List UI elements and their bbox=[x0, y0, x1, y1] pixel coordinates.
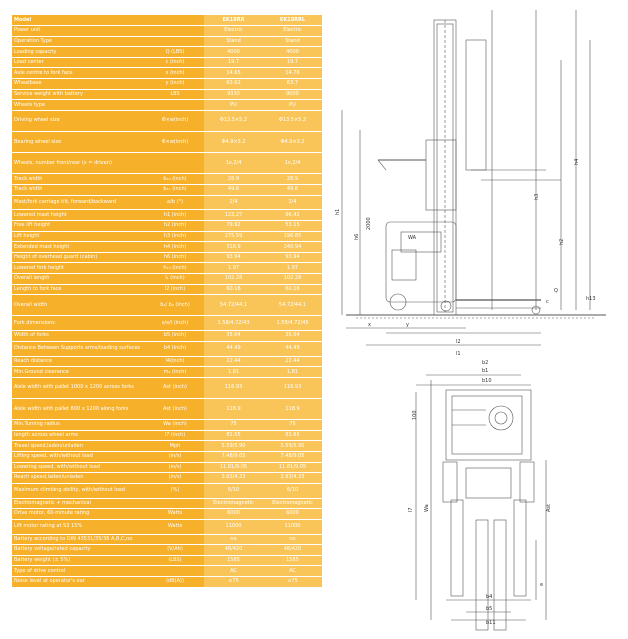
table-row bbox=[12, 483, 322, 498]
table-row bbox=[12, 534, 322, 545]
spec-label: Lift height bbox=[12, 231, 146, 242]
spec-value-ek18rrl: 102.28 bbox=[263, 273, 322, 284]
spec-label: Axle centre to fork face bbox=[12, 68, 146, 79]
table-row bbox=[12, 252, 322, 263]
table-row bbox=[12, 473, 322, 484]
table-row bbox=[12, 356, 322, 367]
spec-value-ek18rrl: 7.48/9.05 bbox=[263, 451, 322, 462]
spec-unit bbox=[146, 534, 204, 545]
table-row bbox=[12, 555, 322, 566]
svg-text:x: x bbox=[368, 322, 371, 328]
table-row bbox=[12, 174, 322, 185]
spec-label: Battery according to DIN 43531/35/36 A,B,C,no bbox=[12, 534, 146, 545]
spec-value-ek18rrl: 6/10 bbox=[263, 483, 322, 498]
spec-unit: (V/Ah) bbox=[146, 545, 204, 556]
spec-unit: b₁₁ (inch) bbox=[146, 185, 204, 196]
spec-value-ek18rr: 19.7 bbox=[204, 57, 263, 68]
spec-value-ek18rrl: 1.58/4.72/45 bbox=[263, 316, 322, 331]
spec-label: Overall length bbox=[12, 273, 146, 284]
spec-value-ek18rr: 118.9 bbox=[204, 398, 263, 419]
spec-unit: Ast (inch) bbox=[146, 377, 204, 398]
table-row bbox=[12, 195, 322, 210]
table-row bbox=[12, 273, 322, 284]
svg-text:h1: h1 bbox=[335, 208, 341, 215]
spec-value-ek18rr: 102.28 bbox=[204, 273, 263, 284]
svg-text:2000: 2000 bbox=[366, 217, 372, 230]
table-row bbox=[12, 242, 322, 253]
spec-unit: l4(inch) bbox=[146, 356, 204, 367]
spec-value-ek18rr: 123.27 bbox=[204, 210, 263, 221]
spec-label: Wheels type bbox=[12, 100, 146, 111]
spec-label: Width of forks bbox=[12, 331, 146, 342]
table-row bbox=[12, 36, 322, 47]
spec-value-ek18rrl: EK18RRL bbox=[263, 15, 322, 26]
spec-value-ek18rrl: 53.15 bbox=[263, 221, 322, 232]
spec-label: Height of overhead guard (cabin) bbox=[12, 252, 146, 263]
table-row bbox=[12, 566, 322, 577]
spec-value-ek18rrl: 240.94 bbox=[263, 242, 322, 253]
spec-value-ek18rrl: 54.72/44.1 bbox=[263, 295, 322, 316]
table-row bbox=[12, 341, 322, 356]
spec-unit bbox=[146, 15, 204, 26]
spec-value-ek18rrl: 22.44 bbox=[263, 356, 322, 367]
spec-value-ek18rr: 9330 bbox=[204, 89, 263, 100]
spec-label: Operation Type bbox=[12, 36, 146, 47]
spec-label: Overall width bbox=[12, 295, 146, 316]
spec-label: Maximum climbing ability, with/without load bbox=[12, 483, 146, 498]
table-row bbox=[12, 367, 322, 378]
svg-text:h6: h6 bbox=[354, 233, 360, 240]
svg-text:l2: l2 bbox=[456, 339, 461, 345]
spec-unit: Mph bbox=[146, 441, 204, 452]
spec-value-ek18rr: 14.65 bbox=[204, 68, 263, 79]
spec-value-ek18rr: 48/420 bbox=[204, 545, 263, 556]
table-row bbox=[12, 185, 322, 196]
top-view-drawing bbox=[408, 360, 552, 630]
table-row bbox=[12, 210, 322, 221]
spec-unit: Φ×w(inch) bbox=[146, 132, 204, 153]
spec-unit bbox=[146, 153, 204, 174]
spec-value-ek18rrl: 3.93/4.33 bbox=[263, 473, 322, 484]
spec-unit: a/b (°) bbox=[146, 195, 204, 210]
spec-unit: h2 (inch) bbox=[146, 221, 204, 232]
spec-label: Wheels, number front/rear (x = driven) bbox=[12, 153, 146, 174]
spec-value-ek18rrl: 44.49 bbox=[263, 341, 322, 356]
svg-text:Ast: Ast bbox=[546, 504, 552, 512]
spec-value-ek18rr: 2/4 bbox=[204, 195, 263, 210]
spec-unit: h3 (inch) bbox=[146, 231, 204, 242]
spec-value-ek18rrl: no bbox=[263, 534, 322, 545]
spec-value-ek18rr: AC bbox=[204, 566, 263, 577]
spec-value-ek18rr: 6/10 bbox=[204, 483, 263, 498]
spec-value-ek18rr: 28.9 bbox=[204, 174, 263, 185]
spec-value-ek18rr: ≤75 bbox=[204, 576, 263, 587]
spec-value-ek18rr: 11000 bbox=[204, 519, 263, 534]
spec-unit: (%) bbox=[146, 483, 204, 498]
spec-value-ek18rrl: 93.94 bbox=[263, 252, 322, 263]
spec-label: Aisle width with pallet 800 x 1200 along forks bbox=[12, 398, 146, 419]
table-row bbox=[12, 79, 322, 90]
svg-text:Q: Q bbox=[554, 288, 558, 294]
spec-value-ek18rrl: Electromagnetic bbox=[263, 498, 322, 509]
spec-label: Free lift height bbox=[12, 221, 146, 232]
spec-unit: Watts bbox=[146, 519, 204, 534]
spec-label: Track width bbox=[12, 174, 146, 185]
spec-value-ek18rrl: 1585 bbox=[263, 555, 322, 566]
svg-text:b11: b11 bbox=[486, 620, 496, 626]
spec-value-ek18rrl: 1.81 bbox=[263, 367, 322, 378]
table-row bbox=[12, 451, 322, 462]
spec-label: Lift motor rating at S3 15% bbox=[12, 519, 146, 534]
svg-text:l1: l1 bbox=[456, 351, 461, 357]
spec-value-ek18rrl: 11.81/9.05 bbox=[263, 462, 322, 473]
spec-label: Min.Ground clearance bbox=[12, 367, 146, 378]
spec-label: Reach speed,laden/unladen bbox=[12, 473, 146, 484]
svg-text:h13: h13 bbox=[586, 296, 596, 302]
spec-label: Drive motor, 60-minute rating bbox=[12, 509, 146, 520]
table-row bbox=[12, 221, 322, 232]
table-row bbox=[12, 68, 322, 79]
spec-label: Loading capacity bbox=[12, 47, 146, 58]
table-row bbox=[12, 331, 322, 342]
spec-unit: h6 (inch) bbox=[146, 252, 204, 263]
spec-label: Fork dimensions bbox=[12, 316, 146, 331]
spec-label: Extended mast height bbox=[12, 242, 146, 253]
svg-text:100: 100 bbox=[412, 410, 418, 420]
svg-text:b5: b5 bbox=[486, 606, 493, 612]
spec-unit bbox=[146, 566, 204, 577]
spec-value-ek18rrl: Φ13.5×5.2 bbox=[263, 110, 322, 131]
table-row bbox=[12, 89, 322, 100]
spec-unit: (in/s) bbox=[146, 462, 204, 473]
spec-unit: Q (LBS) bbox=[146, 47, 204, 58]
spec-label: Power unit bbox=[12, 26, 146, 37]
spec-value-ek18rrl: Electric bbox=[263, 26, 322, 37]
spec-value-ek18rr: 318.9 bbox=[204, 242, 263, 253]
svg-text:l7: l7 bbox=[408, 507, 414, 512]
spec-unit: (LBS) bbox=[146, 555, 204, 566]
table-row bbox=[12, 153, 322, 174]
svg-text:b10: b10 bbox=[482, 378, 492, 384]
spec-label: Battery voltage/rated capacity bbox=[12, 545, 146, 556]
table-header-row bbox=[12, 15, 322, 26]
spec-value-ek18rr: no bbox=[204, 534, 263, 545]
spec-value-ek18rrl: 75 bbox=[263, 420, 322, 431]
spec-value-ek18rrl: 60.16 bbox=[263, 284, 322, 295]
spec-label: Bearing wheel size bbox=[12, 132, 146, 153]
spec-value-ek18rr: 75 bbox=[204, 420, 263, 431]
spec-value-ek18rrl: 63.7 bbox=[263, 79, 322, 90]
spec-value-ek18rr: 3.93/4.33 bbox=[204, 473, 263, 484]
table-row bbox=[12, 498, 322, 509]
spec-value-ek18rrl: 81.65 bbox=[263, 430, 322, 441]
spec-unit: h1 (inch) bbox=[146, 210, 204, 221]
svg-text:b2: b2 bbox=[482, 360, 489, 366]
spec-unit: Ast (inch) bbox=[146, 398, 204, 419]
spec-unit: b₁/ b₂ (inch) bbox=[146, 295, 204, 316]
svg-text:b4: b4 bbox=[486, 594, 493, 600]
spec-label: Type of drive control bbox=[12, 566, 146, 577]
svg-text:c: c bbox=[546, 299, 549, 305]
svg-text:e: e bbox=[540, 582, 544, 588]
spec-unit bbox=[146, 26, 204, 37]
table-row bbox=[12, 430, 322, 441]
svg-text:h4: h4 bbox=[574, 158, 580, 165]
spec-unit: m₂ (inch) bbox=[146, 367, 204, 378]
spec-label: Model bbox=[12, 15, 146, 26]
svg-text:y: y bbox=[406, 322, 409, 328]
spec-value-ek18rr: 22.44 bbox=[204, 356, 263, 367]
table-row bbox=[12, 100, 322, 111]
table-row bbox=[12, 398, 322, 419]
spec-unit: l7 (inch) bbox=[146, 430, 204, 441]
spec-label: Wheelbase bbox=[12, 79, 146, 90]
spec-value-ek18rrl: 49.6 bbox=[263, 185, 322, 196]
spec-value-ek18rr: 5.59/5.90 bbox=[204, 441, 263, 452]
spec-value-ek18rr: 54.72/44.1 bbox=[204, 295, 263, 316]
spec-value-ek18rr: 44.49 bbox=[204, 341, 263, 356]
spec-unit: Wa (inch) bbox=[146, 420, 204, 431]
spec-label: Aisle width with pallet 1000 x 1200 across forks bbox=[12, 377, 146, 398]
spec-table bbox=[12, 15, 322, 588]
spec-label: Lowering speed, with/without load bbox=[12, 462, 146, 473]
spec-value-ek18rr: 1.58/4.72/43 bbox=[204, 316, 263, 331]
spec-unit: h4 (inch) bbox=[146, 242, 204, 253]
spec-value-ek18rr: Φ13.5×5.2 bbox=[204, 110, 263, 131]
spec-value-ek18rrl: Stand bbox=[263, 36, 322, 47]
spec-unit: s/e/l (inch) bbox=[146, 316, 204, 331]
spec-unit: b4 (inch) bbox=[146, 341, 204, 356]
spec-value-ek18rrl: 19.7 bbox=[263, 57, 322, 68]
spec-value-ek18rr: 4000 bbox=[204, 47, 263, 58]
spec-label: Driving wheel size bbox=[12, 110, 146, 131]
table-row bbox=[12, 420, 322, 431]
spec-value-ek18rrl: 35.04 bbox=[263, 331, 322, 342]
spec-unit: b5 (inch) bbox=[146, 331, 204, 342]
svg-text:h2: h2 bbox=[559, 238, 565, 245]
spec-unit: Φ×w(inch) bbox=[146, 110, 204, 131]
spec-value-ek18rr: 93.94 bbox=[204, 252, 263, 263]
table-row bbox=[12, 576, 322, 587]
table-row bbox=[12, 110, 322, 131]
spec-value-ek18rr: Φ4.9×3.2 bbox=[204, 132, 263, 153]
spec-value-ek18rrl: 116.93 bbox=[263, 377, 322, 398]
table-row bbox=[12, 377, 322, 398]
spec-value-ek18rrl: 4000 bbox=[263, 47, 322, 58]
spec-value-ek18rr: Stand bbox=[204, 36, 263, 47]
spec-value-ek18rrl: 9000 bbox=[263, 89, 322, 100]
spec-label: Lifting speed, with/without load bbox=[12, 451, 146, 462]
spec-value-ek18rr: 1x,2/4 bbox=[204, 153, 263, 174]
spec-unit bbox=[146, 498, 204, 509]
spec-unit: (dB(A)) bbox=[146, 576, 204, 587]
spec-label: Load center bbox=[12, 57, 146, 68]
spec-label: Lowered mast height bbox=[12, 210, 146, 221]
spec-label: Battery weight (± 5%) bbox=[12, 555, 146, 566]
spec-label: Track width bbox=[12, 185, 146, 196]
spec-value-ek18rrl: 48/420 bbox=[263, 545, 322, 556]
spec-value-ek18rrl: 96.42 bbox=[263, 210, 322, 221]
spec-value-ek18rr: 63.62 bbox=[204, 79, 263, 90]
technical-drawings bbox=[306, 0, 628, 639]
spec-unit: l₁ (inch) bbox=[146, 273, 204, 284]
spec-label: Distance Between Supports arms/loading surfaces bbox=[12, 341, 146, 356]
spec-unit: Watts bbox=[146, 509, 204, 520]
spec-unit: c (inch) bbox=[146, 57, 204, 68]
spec-unit: LBS bbox=[146, 89, 204, 100]
spec-value-ek18rr: 1.97 bbox=[204, 263, 263, 274]
spec-value-ek18rrl: 1x,2/4 bbox=[263, 153, 322, 174]
spec-value-ek18rrl: 11000 bbox=[263, 519, 322, 534]
spec-value-ek18rrl: 14.76 bbox=[263, 68, 322, 79]
spec-value-ek18rr: 35.04 bbox=[204, 331, 263, 342]
spec-value-ek18rr: 7.48/9.05 bbox=[204, 451, 263, 462]
table-row bbox=[12, 132, 322, 153]
table-row bbox=[12, 47, 322, 58]
spec-unit: y (inch) bbox=[146, 79, 204, 90]
spec-value-ek18rrl: PU bbox=[263, 100, 322, 111]
spec-value-ek18rr: 1585 bbox=[204, 555, 263, 566]
spec-unit bbox=[146, 100, 204, 111]
table-row bbox=[12, 441, 322, 452]
spec-value-ek18rr: EK18RR bbox=[204, 15, 263, 26]
spec-label: Lowered fork height bbox=[12, 263, 146, 274]
spec-value-ek18rrl: 118.9 bbox=[263, 398, 322, 419]
spec-value-ek18rrl: 196.85 bbox=[263, 231, 322, 242]
spec-value-ek18rrl: 1.97 bbox=[263, 263, 322, 274]
spec-value-ek18rr: 79.92 bbox=[204, 221, 263, 232]
table-row bbox=[12, 519, 322, 534]
spec-unit: b₁₀ (inch) bbox=[146, 174, 204, 185]
spec-value-ek18rrl: Φ4.9×3.2 bbox=[263, 132, 322, 153]
spec-label: length across wheel arms bbox=[12, 430, 146, 441]
spec-value-ek18rrl: 2/4 bbox=[263, 195, 322, 210]
spec-value-ek18rr: 49.6 bbox=[204, 185, 263, 196]
table-row bbox=[12, 509, 322, 520]
spec-label: Reach distance bbox=[12, 356, 146, 367]
spec-label: Mast/fork carriage tilt, forward/backward bbox=[12, 195, 146, 210]
spec-value-ek18rr: 116.93 bbox=[204, 377, 263, 398]
svg-text:WA: WA bbox=[408, 235, 417, 241]
table-row bbox=[12, 57, 322, 68]
spec-label: Service weight with battery bbox=[12, 89, 146, 100]
spec-value-ek18rr: 81.65 bbox=[204, 430, 263, 441]
svg-text:Wa: Wa bbox=[424, 504, 430, 512]
svg-text:b1: b1 bbox=[482, 368, 489, 374]
spec-value-ek18rrl: 6000 bbox=[263, 509, 322, 520]
spec-value-ek18rrl: AC bbox=[263, 566, 322, 577]
spec-unit: h₁₃ (inch) bbox=[146, 263, 204, 274]
spec-unit: l2 (inch) bbox=[146, 284, 204, 295]
spec-unit: x (inch) bbox=[146, 68, 204, 79]
spec-label: Electromagnetic + mechanical bbox=[12, 498, 146, 509]
spec-value-ek18rr: Electromagnetic bbox=[204, 498, 263, 509]
spec-unit bbox=[146, 36, 204, 47]
spec-value-ek18rr: 6000 bbox=[204, 509, 263, 520]
table-row bbox=[12, 231, 322, 242]
spec-unit: (in/s) bbox=[146, 473, 204, 484]
spec-value-ek18rr: 60.16 bbox=[204, 284, 263, 295]
spec-value-ek18rr: 1.81 bbox=[204, 367, 263, 378]
spec-unit: (in/s) bbox=[146, 451, 204, 462]
table-row bbox=[12, 462, 322, 473]
table-row bbox=[12, 284, 322, 295]
table-row bbox=[12, 263, 322, 274]
table-row bbox=[12, 295, 322, 316]
spec-value-ek18rr: 275.59 bbox=[204, 231, 263, 242]
spec-label: Length to fork face bbox=[12, 284, 146, 295]
svg-text:h3: h3 bbox=[534, 193, 540, 200]
spec-value-ek18rrl: ≤75 bbox=[263, 576, 322, 587]
spec-value-ek18rr: PU bbox=[204, 100, 263, 111]
spec-value-ek18rr: 11.81/9.05 bbox=[204, 462, 263, 473]
spec-label: Noise level at operator's ear bbox=[12, 576, 146, 587]
table-row bbox=[12, 316, 322, 331]
table-row bbox=[12, 545, 322, 556]
table-row bbox=[12, 26, 322, 37]
side-view-drawing bbox=[335, 10, 606, 357]
spec-value-ek18rrl: 28.9 bbox=[263, 174, 322, 185]
spec-value-ek18rr: Electric bbox=[204, 26, 263, 37]
spec-value-ek18rrl: 5.59/5.90 bbox=[263, 441, 322, 452]
spec-label: Min.Turning radius bbox=[12, 420, 146, 431]
spec-label: Travel speed,laden/unladen bbox=[12, 441, 146, 452]
